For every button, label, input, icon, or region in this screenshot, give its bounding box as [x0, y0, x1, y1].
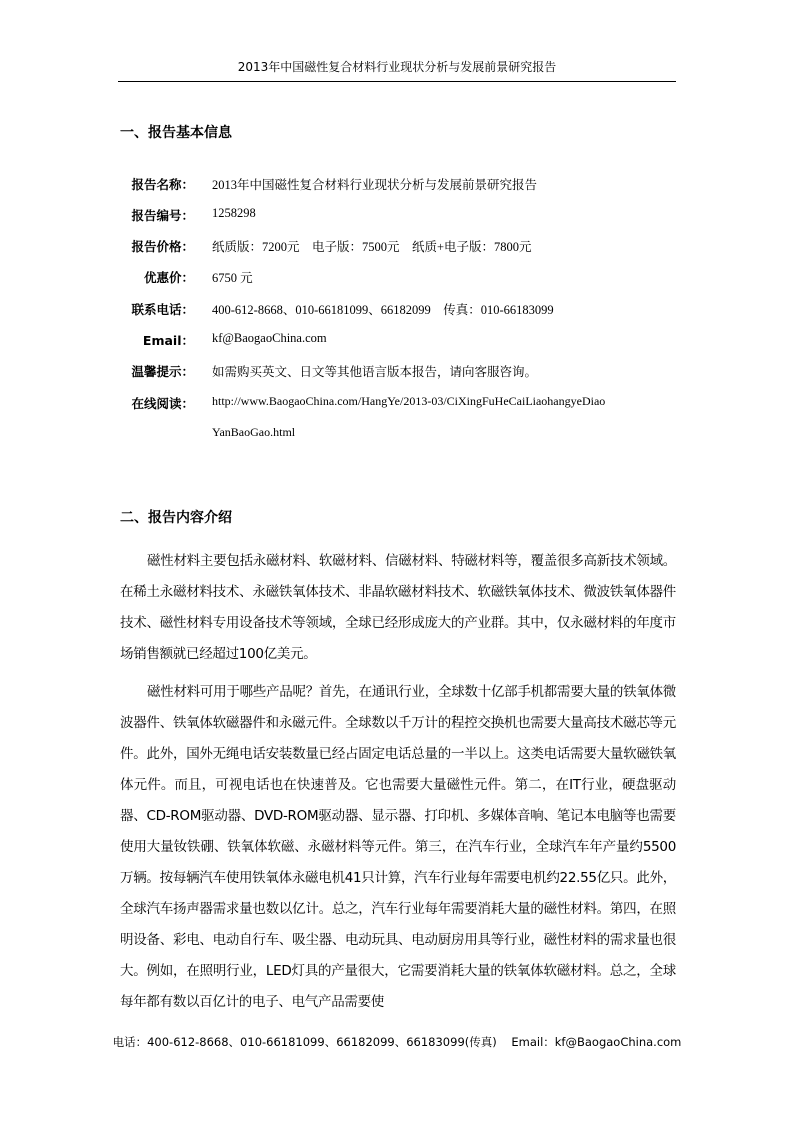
page-header-title: 2013年中国磁性复合材料行业现状分析与发展前景研究报告 [237, 60, 557, 74]
body-paragraph: 磁性材料可用于哪些产品呢？首先，在通讯行业，全球数十亿部手机都需要大量的铁氧体微波器件、铁氧体软磁器件和永磁元件。全球数以千万计的程控交换机也需要大量高技术磁芯等元件。此外，国外无绳电话安装数量已经占固定电话总量的一半以上。这类电话需要大量软磁铁氧体元件。而且，可视电话也在快速普及。它也需要大量磁性元件。第二，在IT行业，硬盘驱动器、CD-ROM驱动器、DVD-ROM驱动器、显示器、打印机、多媒体音响、笔记本电脑等也需要使用大量钕铁硼、铁氧体软磁、永磁材料等元件。第三，在汽车行业，全球汽车年产量约5500万辆。按每辆汽车使用铁氧体永磁电机41只计算，汽车行业每年需要电机约22.55亿只。此外，全球汽车扬声器需求量也数以亿计。总之，汽车行业每年需要消耗大量的磁性材料。第四，在照明设备、彩电、电动自行车、吸尘器、电动玩具、电动厨房用具等行业，磁性材料的需求量也很大。例如，在照明行业，LED灯具的产量很大，它需要消耗大量的铁氧体软磁材料。总之，全球每年都有数以百亿计的电子、电气产品需要使 [120, 684, 676, 1010]
online-reading-link-continuation[interactable]: YanBaoGao.html [212, 425, 296, 439]
page-footer: 电话：400-612-8668、010-66181099、66182099、66183099(传真) Email：kf@BaogaoChina.com [112, 1035, 682, 1049]
info-label: 联系电话： [131, 302, 194, 317]
info-label: Email： [142, 333, 194, 348]
info-row-price [118, 237, 678, 257]
info-value: 6750 元 [212, 271, 253, 285]
info-value: 400-612-8668、010-66181099、66182099 传真：010-66183099 [212, 303, 554, 317]
info-row-online-reading [118, 394, 678, 414]
body-paragraph: 磁性材料主要包括永磁材料、软磁材料、信磁材料、特磁材料等，覆盖很多高新技术领域。在稀土永磁材料技术、永磁铁氧体技术、非晶软磁材料技术、软磁铁氧体技术、微波铁氧体器件技术、磁性材料专用设备技术等领域，全球已经形成庞大的产业群。其中，仅永磁材料的年度市场销售额就已经超过100亿美元。 [120, 553, 676, 662]
info-value: 2013年中国磁性复合材料行业现状分析与发展前景研究报告 [212, 178, 538, 192]
info-label: 温馨提示： [131, 364, 194, 379]
info-row-report-number [118, 206, 678, 226]
info-value: 纸质版：7200元 电子版：7500元 纸质+电子版：7800元 [212, 240, 532, 254]
info-label: 报告名称： [131, 177, 194, 192]
email-link[interactable]: kf@BaogaoChina.com [212, 331, 327, 345]
info-row-discount-price [118, 268, 678, 288]
info-row-tip [118, 362, 678, 382]
info-value: 如需购买英文、日文等其他语言版本报告，请向客服咨询。 [212, 365, 538, 379]
info-value: 1258298 [212, 206, 256, 220]
section-content-intro-heading: 二、报告内容介绍 [120, 510, 232, 526]
info-label: 报告价格： [131, 239, 194, 254]
online-reading-link[interactable]: http://www.BaogaoChina.com/HangYe/2013-03/CiXingFuHeCaiLiaohangyeDiao [212, 394, 606, 408]
info-label: 在线阅读： [131, 396, 194, 411]
info-row-email [118, 331, 678, 351]
info-row-report-name [118, 175, 678, 195]
info-row-phone [118, 300, 678, 320]
info-row-url-continuation [118, 425, 678, 445]
info-label: 报告编号： [131, 208, 194, 223]
header-divider [118, 81, 676, 82]
section-basic-info-heading: 一、报告基本信息 [120, 125, 232, 141]
info-label: 优惠价： [143, 270, 194, 285]
